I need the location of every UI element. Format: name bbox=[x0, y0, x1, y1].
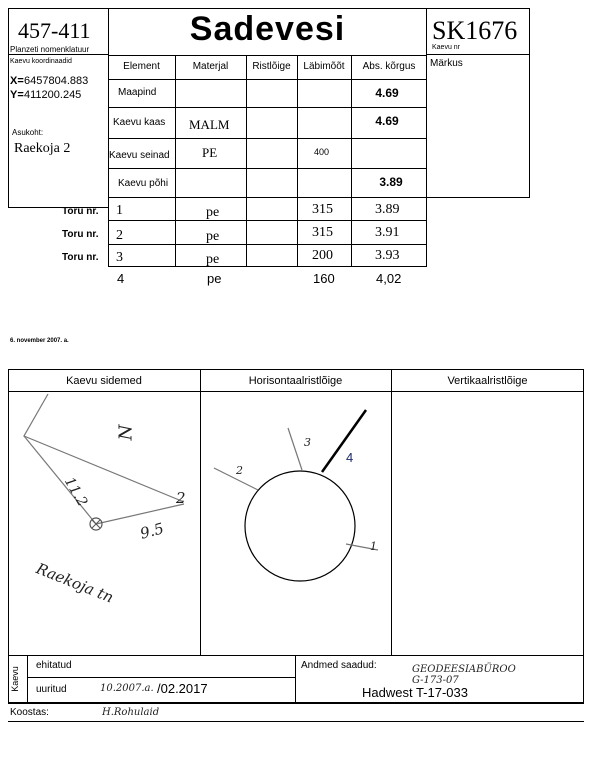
pipe-diameter: 315 bbox=[312, 225, 333, 240]
pipe-diameter: 200 bbox=[312, 248, 333, 263]
divider bbox=[108, 244, 427, 245]
updated-label: uuritud bbox=[36, 684, 67, 695]
updated-value: 10.2007.a. bbox=[100, 683, 154, 694]
divider bbox=[108, 107, 427, 108]
sketch-title-vertical: Vertikaalristlõige bbox=[447, 375, 528, 387]
divider bbox=[108, 138, 427, 139]
distance-label: 9.5 bbox=[138, 519, 166, 543]
pipe-marker: 3 bbox=[304, 436, 311, 449]
page-title: Sadevesi bbox=[189, 10, 346, 48]
location-value: Raekoja 2 bbox=[14, 141, 71, 156]
divider bbox=[297, 55, 298, 198]
divider bbox=[108, 79, 427, 80]
pipe-marker: 4 bbox=[346, 450, 354, 465]
divider bbox=[175, 197, 176, 267]
col-header-elevation: Abs. kõrgus bbox=[362, 61, 416, 72]
sketch-title-sidemed: Kaevu sidemed bbox=[66, 375, 142, 387]
divider bbox=[391, 369, 392, 656]
col-header-diameter: Läbimõõt bbox=[303, 61, 345, 72]
pipe-elevation: 3.91 bbox=[375, 225, 400, 240]
sketch-title-horizontal: Horisontaalristlõige bbox=[248, 375, 343, 387]
divider bbox=[175, 55, 176, 198]
distance-label: 11.2 bbox=[60, 474, 91, 510]
built-label: ehitatud bbox=[36, 660, 72, 671]
pipe-line bbox=[322, 410, 366, 472]
row-elevation: 4.69 bbox=[375, 114, 399, 128]
location-label: Asukoht: bbox=[12, 128, 44, 137]
col-header-cross-section: Ristlõige bbox=[252, 61, 291, 72]
divider bbox=[8, 721, 584, 722]
x-label: X= bbox=[10, 75, 24, 87]
row-diameter: 400 bbox=[314, 147, 330, 157]
source-extra: Hadwest T-17-033 bbox=[362, 685, 468, 700]
building-outline bbox=[24, 394, 184, 502]
divider bbox=[108, 220, 427, 221]
pipe-elevation: 3.89 bbox=[375, 202, 400, 217]
row-material: MALM bbox=[189, 117, 230, 132]
row-element: Kaevu kaas bbox=[113, 117, 166, 128]
horizontal-sketch bbox=[200, 392, 391, 656]
x-value: 6457804.883 bbox=[24, 75, 89, 87]
author-value: H.Rohulaid bbox=[102, 707, 160, 718]
divider bbox=[108, 168, 427, 169]
row-elevation: 3.89 bbox=[379, 175, 403, 189]
sidemed-sketch bbox=[8, 392, 200, 656]
row-element: Maapind bbox=[118, 87, 157, 98]
divider bbox=[8, 703, 584, 704]
kaevu-label: Kaevu bbox=[9, 666, 20, 692]
divider bbox=[8, 54, 109, 55]
pipe-diameter: 160 bbox=[313, 271, 335, 286]
well-circle bbox=[245, 471, 355, 581]
measurement-line bbox=[24, 436, 96, 524]
source-org: GEODEESIABÜROO bbox=[412, 664, 516, 675]
divider bbox=[426, 54, 530, 55]
map-sheet-label: Planzeti nomenklatuur bbox=[10, 45, 90, 54]
author-label: Koostas: bbox=[10, 707, 49, 718]
pipe-nr: 4 bbox=[117, 271, 125, 286]
updated-extra: /02.2017 bbox=[157, 681, 208, 696]
y-label: Y= bbox=[10, 89, 24, 101]
divider bbox=[351, 197, 352, 267]
col-header-material: Materjal bbox=[192, 61, 229, 72]
row-element: Kaevu põhi bbox=[118, 178, 169, 189]
pipe-nr: 2 bbox=[116, 228, 123, 243]
pipe-diameter: 315 bbox=[312, 202, 333, 217]
pipe-elevation: 3.93 bbox=[375, 248, 400, 263]
source-label: Andmed saadud: bbox=[301, 660, 377, 671]
pipe-label: Toru nr. bbox=[62, 252, 99, 263]
row-material: PE bbox=[202, 145, 218, 160]
pipe-marker: 1 bbox=[370, 540, 377, 553]
pipe-nr: 3 bbox=[116, 250, 123, 265]
well-number-label: Kaevu nr bbox=[432, 44, 461, 51]
pipe-line bbox=[288, 428, 302, 470]
pipe-marker: 2 bbox=[236, 464, 243, 477]
distance-label: 2 bbox=[176, 489, 186, 507]
pipe-material: pe bbox=[206, 229, 220, 244]
pipe-material: pe bbox=[206, 205, 220, 220]
pipe-material: pe bbox=[207, 271, 222, 286]
pipe-material: pe bbox=[206, 252, 220, 267]
divider bbox=[246, 55, 247, 198]
street-label: Raekoja tn bbox=[33, 559, 117, 607]
coords-label: Kaevu koordinaadid bbox=[10, 58, 72, 65]
divider bbox=[297, 197, 298, 267]
pipe-label: Toru nr. bbox=[62, 229, 99, 240]
pipe-elevation: 4,02 bbox=[376, 271, 402, 286]
remarks-header: Märkus bbox=[430, 58, 463, 69]
source-code: G-173-07 bbox=[412, 675, 459, 686]
divider bbox=[295, 655, 296, 703]
footer-frame bbox=[8, 655, 584, 703]
divider bbox=[27, 677, 295, 678]
well-number: SK1676 bbox=[432, 16, 518, 45]
divider bbox=[27, 655, 28, 703]
divider bbox=[246, 197, 247, 267]
pipe-label: Toru nr. bbox=[62, 206, 99, 217]
row-elevation: 4.69 bbox=[375, 86, 399, 100]
map-sheet-number: 457-411 bbox=[18, 18, 91, 43]
col-header-element: Element bbox=[123, 61, 160, 72]
north-mark: N bbox=[115, 424, 137, 441]
pipe-nr: 1 bbox=[116, 203, 123, 218]
date-line: 6. november 2007. a. bbox=[10, 338, 69, 344]
y-value: 411200.245 bbox=[24, 89, 82, 101]
row-element: Kaevu seinad bbox=[109, 150, 170, 161]
measurement-line bbox=[96, 504, 184, 524]
